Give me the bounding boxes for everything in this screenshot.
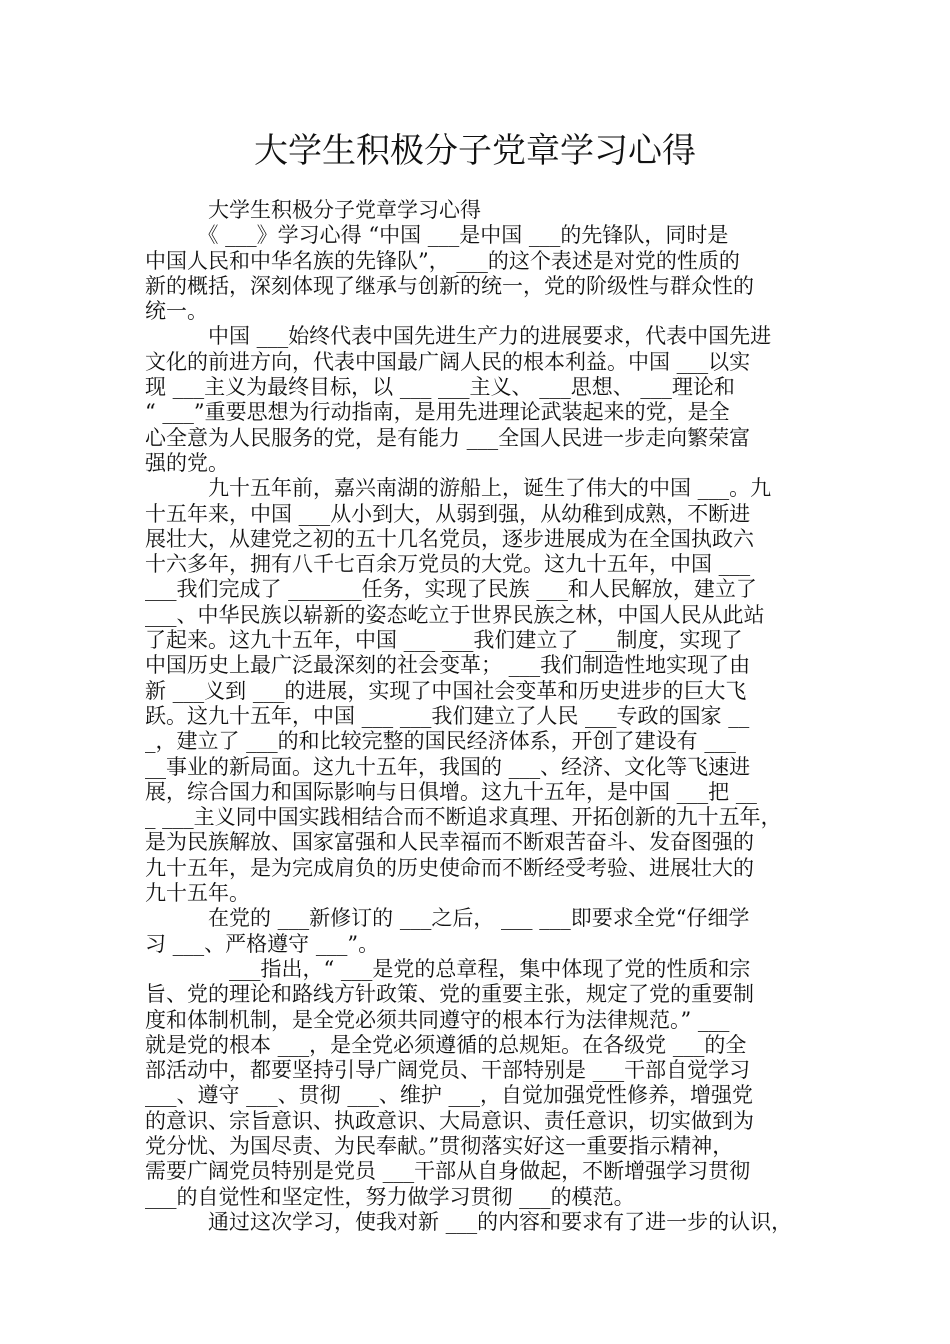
body-line: 跃。这九十五年，中国 ___ ___我们建立了人民 ___专政的国家 __ <box>145 703 750 728</box>
body-line: 文化的前进方向，代表中国最广阔人民的根本利益。中国 ___以实 <box>145 349 751 374</box>
body-line: 党分忧、为国尽责、为民奉献。”贯彻落实好这一重要指示精神， <box>145 1133 734 1158</box>
body-line: 大学生积极分子党章学习心得 <box>145 198 481 222</box>
body-line: 中国历史上最广泛最深刻的社会变革； ___我们制造性地实现了由 <box>145 653 751 678</box>
body-line: 九十五年。 <box>145 881 250 906</box>
body-line: 《 ___》学习心得 “中国 ___是中国 ___的先锋队，同时是 <box>145 223 729 248</box>
body-line: 的意识、宗旨意识、执政意识、大局意识、责任意识，切实做到为 <box>145 1108 754 1133</box>
body-line: 需要广阔党员特别是党员 ___干部从自身做起，不断增强学习贯彻 <box>145 1159 751 1184</box>
body-line: ___我们完成了 _______任务，实现了民族 ___和人民解放，建立了 <box>145 577 757 602</box>
body-line: “ ___”重要思想为行动指南，是用先进理论武装起来的党，是全 <box>145 400 730 425</box>
body-line: 十五年来，中国 ___从小到大，从弱到强，从幼稚到成熟，不断进 <box>145 501 751 526</box>
body-line: 展壮大，从建党之初的五十几名党员，逐步进展成为在全国执政六 <box>145 526 754 551</box>
body-line: 是为民族解放、国家富强和人民幸福而不断艰苦奋斗、发奋图强的 <box>145 830 754 855</box>
body-line: 了起来。这九十五年，中国 ___ ___我们建立了 ___制度，实现了 <box>145 628 743 653</box>
body-line: _，建立了 ___的和比较完整的国民经济体系，开创了建设有 ___ <box>145 729 736 754</box>
body-line: 通过这次学习，使我对新 ___的内容和要求有了进一步的认识， <box>145 1209 793 1234</box>
body-line: 习 ___、严格遵守 ___”。 <box>145 931 380 956</box>
body-line: 新 ___义到 ___的进展，实现了中国社会变革和历史进步的巨大飞 <box>145 678 747 703</box>
body-line: 部活动中，都要坚持引导广阔党员、干部特别是 ___干部自觉学习 <box>145 1058 751 1083</box>
body-line: 展，综合国力和国际影响与日俱增。这九十五年，是中国 ___把 __ <box>145 779 757 804</box>
document-title: 大学生积极分子党章学习心得 <box>254 131 696 171</box>
body-line: __事业的新局面。这九十五年，我国的 ___、经济、文化等飞速进 <box>145 754 751 779</box>
body-line: 中国 ___始终代表中国先进生产力的进展要求，代表中国先进 <box>145 324 772 349</box>
body-line: 在党的 ___新修订的 ___之后， ___ ___即要求全党“仔细学 <box>145 906 750 931</box>
body-line: ___的自觉性和坚定性，努力做学习贯彻 ___的模范。 <box>145 1184 635 1209</box>
body-line: ___指出，“ ___是党的总章程，集中体现了党的性质和宗 <box>145 956 751 981</box>
body-line: ___、中华民族以崭新的姿态屹立于世界民族之林，中国人民从此站 <box>145 602 765 627</box>
body-line: 新的概括，深刻体现了继承与创新的统一，党的阶级性与群众性的 <box>145 273 754 298</box>
body-line: 统一。 <box>145 299 208 324</box>
body-line: 九十五年，是为完成肩负的历史使命而不断经受考验、进展壮大的 <box>145 855 754 880</box>
body-line: 九十五年前，嘉兴南湖的游船上，诞生了伟大的中国 ___。九 <box>145 476 772 501</box>
body-line: 旨、党的理论和路线方针政策、党的重要主张，规定了党的重要制 <box>145 982 754 1007</box>
body-line: 十六多年，拥有八千七百余万党员的大党。这九十五年，中国 ___ <box>145 552 751 577</box>
body-line: 就是党的根本 ___，是全党必须遵循的总规矩。在各级党 ___的全 <box>145 1032 747 1057</box>
body-line: 现 ___主义为最终目标，以 ___ ___主义、 ___思想、 ___理论和 <box>145 375 735 400</box>
body-line: 中国人民和中华名族的先锋队”， ___的这个表述是对党的性质的 <box>145 248 740 273</box>
body-line: 度和体制机制，是全党必须共同遵守的根本行为法律规范。” ___ <box>145 1007 730 1032</box>
body-line: 强的党。 <box>145 450 229 475</box>
document-body <box>145 198 809 1235</box>
body-line: _ ___主义同中国实践相结合而不断追求真理、开拓创新的九十五年， <box>145 805 782 830</box>
body-line: ___、遵守 ___、贯彻 ___、维护 ___，自觉加强党性修养，增强党 <box>145 1083 754 1108</box>
body-line: 心全意为人民服务的党，是有能力 ___全国人民进一步走向繁荣富 <box>145 425 751 450</box>
